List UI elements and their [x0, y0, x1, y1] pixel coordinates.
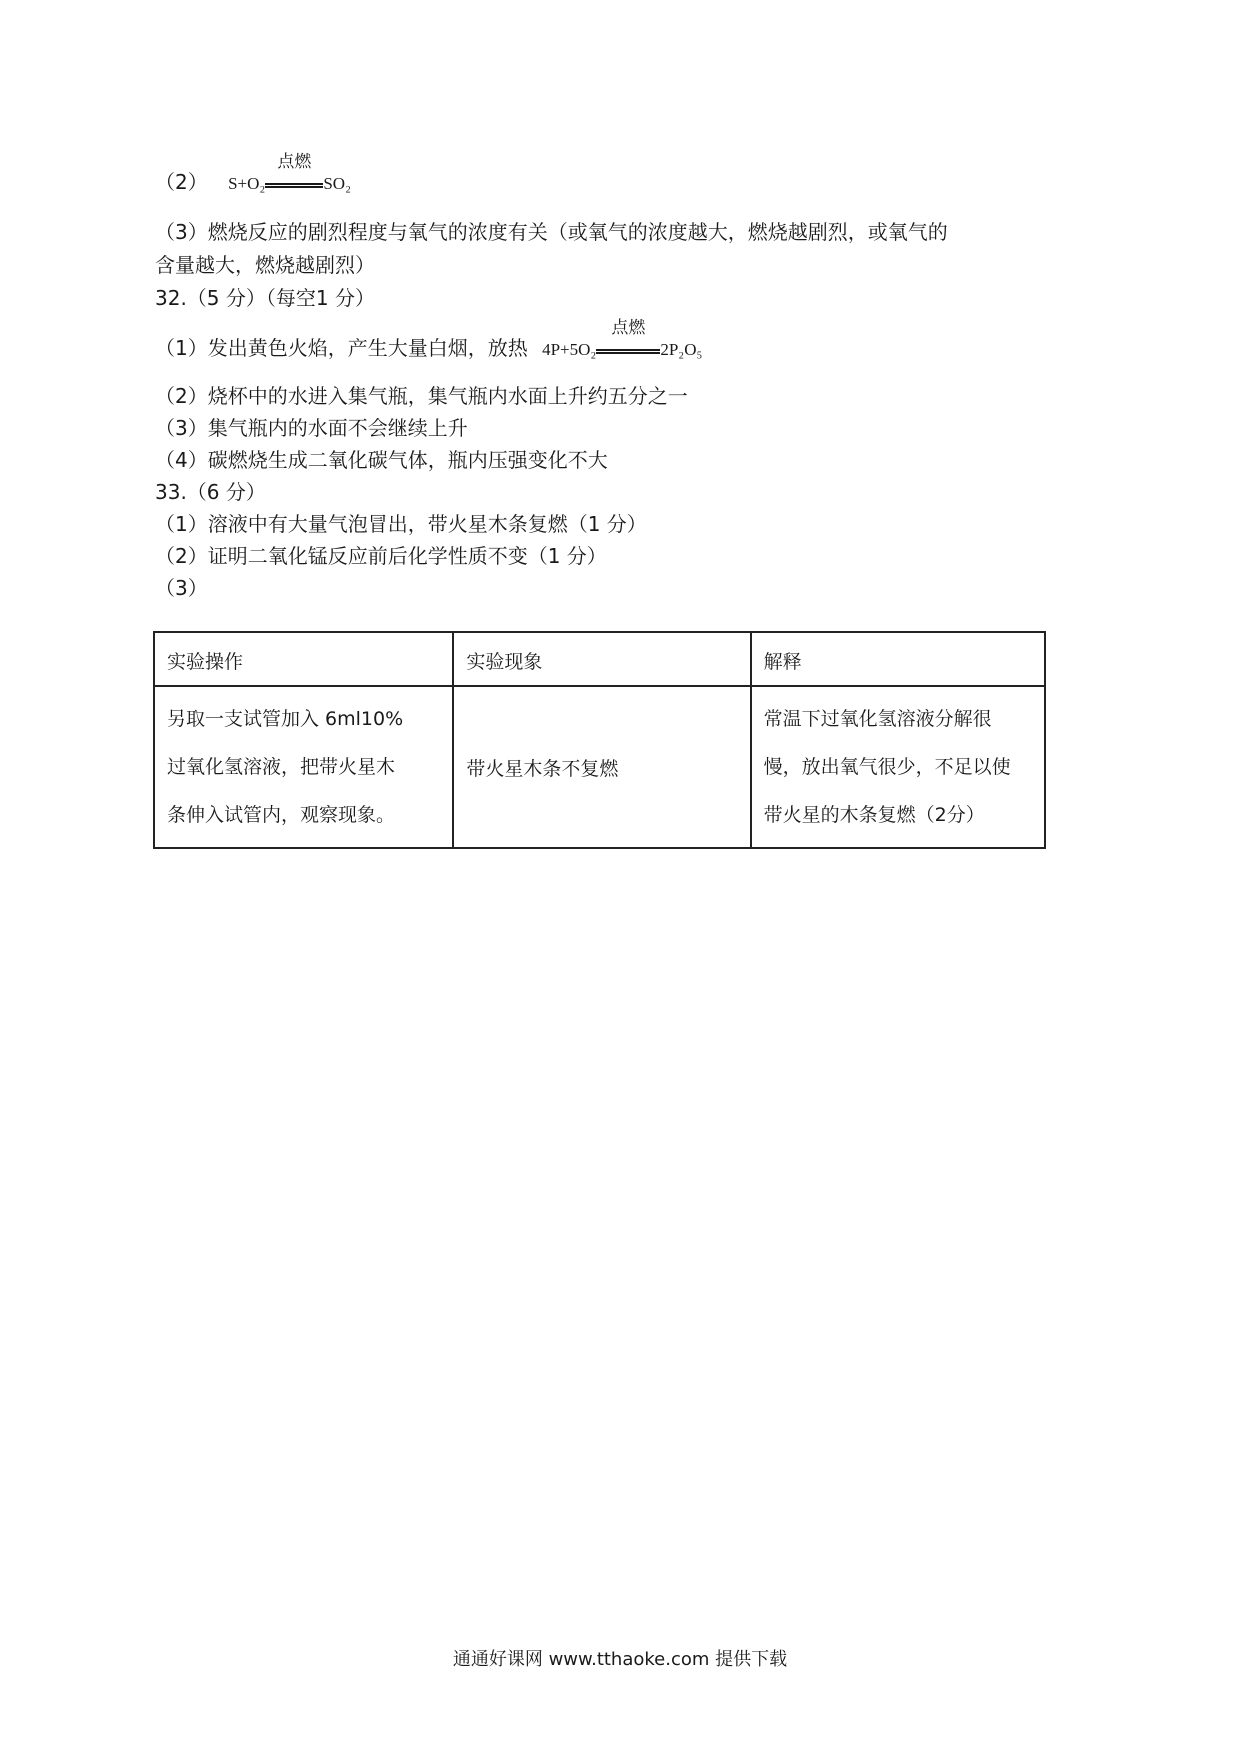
q33-1-line: （1）溶液中有大量气泡冒出，带火星木条复燃（1 分）: [155, 512, 647, 536]
reaction-condition: 点燃: [277, 152, 312, 172]
eq-left: 4P+5O₂: [542, 340, 597, 359]
operation-line: 另取一支试管加入 6ml10%: [167, 708, 404, 730]
q31-2-line: [155, 152, 352, 198]
q31-2-equation: [228, 152, 352, 198]
header-explanation: 解释: [751, 632, 1045, 686]
operation-line: 条伸入试管内，观察现象。: [167, 804, 396, 826]
answer-table: [153, 631, 1046, 849]
header-operation: 实验操作: [154, 632, 453, 686]
q33-heading: 33.（6 分）: [155, 480, 266, 504]
q33-3-line: （3）: [155, 576, 208, 600]
explanation-line: 带火星的木条复燃（2分）: [763, 804, 985, 826]
explanation-line: 慢，放出氧气很少，不足以使: [763, 756, 1011, 778]
table-row: [154, 686, 1045, 848]
reaction-arrow: [596, 318, 660, 364]
double-bar-icon: [596, 349, 660, 354]
header-phenomenon: 实验现象: [453, 632, 750, 686]
q32-1-text: （1）发出黄色火焰，产生大量白烟，放热: [155, 336, 528, 360]
q31-2-label: （2）: [155, 170, 208, 194]
reaction-arrow: [265, 152, 323, 198]
q32-4-line: （4）碳燃烧生成二氧化碳气体，瓶内压强变化不大: [155, 448, 608, 472]
eq-right: 2P₂O₅: [660, 340, 703, 359]
q32-1-line: [155, 318, 703, 364]
explanation-line: 常温下过氧化氢溶液分解很: [763, 708, 992, 730]
q31-3-line-a: （3）燃烧反应的剧烈程度与氧气的浓度有关（或氧气的浓度越大，燃烧越剧烈，或氧气的: [155, 220, 948, 244]
cell-phenomenon: 带火星木条不复燃: [453, 686, 750, 848]
eq-right: SO₂: [323, 174, 352, 193]
table-header-row: [154, 632, 1045, 686]
cell-operation: [154, 686, 453, 848]
reaction-condition: 点燃: [611, 318, 646, 338]
page-footer: 通通好课网 www.tthaoke.com 提供下载: [452, 1649, 788, 1670]
q32-heading: 32.（5 分）（每空1 分）: [155, 286, 375, 310]
double-bar-icon: [265, 183, 323, 188]
q32-2-line: （2）烧杯中的水进入集气瓶，集气瓶内水面上升约五分之一: [155, 384, 688, 408]
q33-2-line: （2）证明二氧化锰反应前后化学性质不变（1 分）: [155, 544, 607, 568]
operation-line: 过氧化氢溶液，把带火星木: [167, 756, 396, 778]
q32-1-equation: [542, 318, 703, 364]
q32-3-line: （3）集气瓶内的水面不会继续上升: [155, 416, 468, 440]
cell-explanation: [751, 686, 1045, 848]
eq-left: S+O₂: [228, 174, 266, 193]
q31-3-line-b: 含量越大，燃烧越剧烈）: [155, 253, 375, 277]
